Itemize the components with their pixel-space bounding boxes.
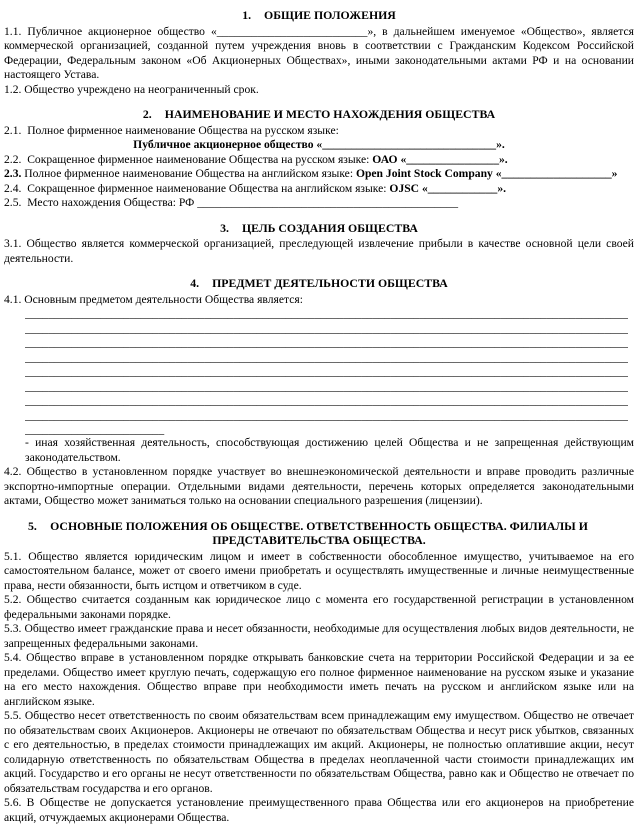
section-2-heading bbox=[4, 107, 634, 122]
other-activity-item: - иная хозяйственная деятельность, способствующая достижению целей Общества и не запрещенная действующим законодательством. bbox=[25, 436, 634, 464]
clause-5-2: 5.2. Общество считается созданным как юридическое лицо с момента его государственной регистрации в установленном федеральными законами порядке. bbox=[4, 593, 634, 621]
clause-4-2: 4.2. Общество в установленном порядке участвует во внешнеэкономической деятельности и вправе проводить различные экспортно-импортные операции. Отдельными видами деятельности, перечень которых определяется законодательными актами, Общество может заниматься только на основании специального разрешения (лицензии). bbox=[4, 465, 634, 507]
clause-2-4 bbox=[4, 182, 634, 197]
location-fill-in-blank: _____________________________________________ bbox=[197, 196, 459, 209]
section-2-title: НАИМЕНОВАНИЕ И МЕСТО НАХОЖДЕНИЯ ОБЩЕСТВА bbox=[164, 107, 496, 121]
section-3-number: 3. bbox=[220, 220, 229, 235]
company-name-ru-line: Публичное акционерное общество «______________________________». bbox=[133, 138, 505, 151]
ruled-blank-line-short: ________________________ bbox=[25, 423, 165, 436]
section-1-title: ОБЩИЕ ПОЛОЖЕНИЯ bbox=[264, 8, 396, 22]
ruled-blank-line: ________________________________________________________________________________________________________ bbox=[25, 307, 628, 320]
section-5-title bbox=[4, 519, 634, 548]
clause-5-1: 5.1. Общество является юридическим лицом и имеет в собственности обособленное имущество, учитываемое на его самостоятельном балансе, может от своего имени приобретать и осуществлять имущественные и личные неимущественные права, нести обязанности, быть истцом и ответчиком в суде. bbox=[4, 549, 634, 592]
section-5-title-line1: ОСНОВНЫЕ ПОЛОЖЕНИЯ ОБ ОБЩЕСТВЕ. ОТВЕТСТВЕННОСТЬ ОБЩЕСТВА. ФИЛИАЛЫ И bbox=[50, 518, 588, 533]
section-2-number: 2. bbox=[142, 107, 152, 121]
clause-4-1: 4.1. Основным предметом деятельности Общества является: bbox=[4, 292, 303, 306]
clause-2-3-label: Полное фирменное наименование Общества на английском языке: bbox=[21, 167, 356, 180]
activity-blank-lines bbox=[25, 307, 634, 465]
section-5-heading bbox=[4, 519, 634, 548]
clause-2-3 bbox=[4, 167, 634, 182]
ruled-blank-line: ________________________________________________________________________________________________________ bbox=[25, 350, 628, 364]
section-4-title: ПРЕДМЕТ ДЕЯТЕЛЬНОСТИ ОБЩЕСТВА bbox=[212, 276, 448, 290]
section-4-heading bbox=[4, 276, 634, 291]
section-1-number: 1. bbox=[242, 8, 252, 22]
company-name-en: Open Joint Stock Company «___________________» bbox=[355, 167, 618, 180]
ruled-blank-line: ________________________________________________________________________________________________________ bbox=[25, 379, 628, 393]
clause-2-2 bbox=[4, 153, 634, 168]
section-3-title: ЦЕЛЬ СОЗДАНИЯ ОБЩЕСТВА bbox=[241, 220, 418, 235]
clause-2-3-number: 2.3. bbox=[4, 167, 22, 180]
ruled-blank-line: ________________________________________________________________________________________________________ bbox=[25, 394, 628, 407]
clause-1-2: 1.2. Общество учреждено на неограниченный срок. bbox=[4, 82, 259, 96]
clause-2-5 bbox=[4, 196, 634, 211]
clause-1-1: 1.1. Публичное акционерное общество «__________________________», в дальнейшем именуемое «Общество», является коммерческой организацией, созданной путем учреждения вновь в соответствии с Гражданским Кодексом Российской Федерации, Федеральным законом «Об Акционерных Обществах», иными законодательными актами РФ и на основании настоящего Устава. bbox=[4, 24, 634, 81]
clause-5-5: 5.5. Общество несет ответственность по своим обязательствам всем принадлежащим ему имуществом. Общество не отвечает по обязательствам своих Акционеров. Акционеры не отвечают по обязательствам Общества и несут риск убытков, связанных с его деятельностью, в пределах стоимости принадлежащих им акций. Акционеры, не полностью оплатившие акции, несут солидарную ответственность по обязательствам Общества в пределах неоплаченной части стоимости принадлежащих им акций. Государство и его органы не несут ответственности по обязательствам Общества, равно как и Общество не отвечает по обязательствам государства и его органов. bbox=[4, 709, 634, 795]
company-shortname-en: OJSC «____________». bbox=[389, 181, 507, 195]
clause-3-1: 3.1. Общество является коммерческой организацией, преследующей извлечение прибыли в качестве основной цели своей деятельности. bbox=[4, 237, 634, 265]
clause-2-5-label: 2.5. Место нахождения Общества: РФ bbox=[4, 196, 198, 209]
company-shortname-ru: ОАО «________________». bbox=[372, 152, 508, 166]
ruled-blank-line: ________________________________________________________________________________________________________ bbox=[25, 365, 628, 378]
ruled-blank-line: ________________________________________________________________________________________________________ bbox=[25, 408, 628, 422]
clause-5-3: 5.3. Общество имеет гражданские права и несет обязанности, необходимые для осуществления любых видов деятельности, не запрещенных федеральными законами. bbox=[4, 622, 634, 650]
section-5-number: 5. bbox=[28, 518, 37, 533]
clause-5-4: 5.4. Общество вправе в установленном порядке открывать банковские счета на территории Российской Федерации и за ее пределами. Общество имеет круглую печать, содержащую его полное фирменное наименование на русском языке и указание на его место нахождения. Общество вправе при необходимости иметь печать на русском и английском языке или на английском языке. bbox=[4, 651, 634, 708]
section-5-title-line2: ПРЕДСТАВИТЕЛЬСТВА ОБЩЕСТВА. bbox=[212, 533, 426, 547]
ruled-blank-line: ________________________________________________________________________________________________________ bbox=[25, 336, 628, 349]
clause-5-6: 5.6. В Обществе не допускается установление преимущественного права Общества или его акционеров на приобретение акций, отчуждаемых акционерами Общества. bbox=[4, 796, 634, 824]
section-1-heading bbox=[4, 8, 634, 23]
ruled-blank-line: ________________________________________________________________________________________________________ bbox=[25, 321, 628, 335]
clause-2-1: 2.1. Полное фирменное наименование Общества на русском языке: bbox=[4, 123, 339, 137]
clause-2-4-label: 2.4. Сокращенное фирменное наименование Общества на английском языке: bbox=[4, 181, 390, 195]
section-4-number: 4. bbox=[190, 276, 200, 290]
clause-2-2-label: 2.2. Сокращенное фирменное наименование Общества на русском языке: bbox=[4, 152, 373, 166]
section-3-heading bbox=[4, 221, 634, 236]
